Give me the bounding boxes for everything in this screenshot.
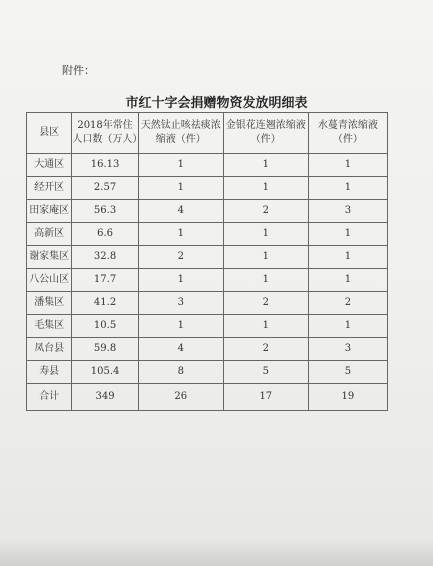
row-shuimanqing: 1: [308, 177, 387, 200]
header-county: 县区: [27, 113, 72, 154]
row-cough-syrup: 3: [138, 292, 223, 315]
table-row: [27, 269, 388, 292]
row-county: 田家庵区: [27, 200, 72, 223]
row-honeysuckle: 2: [223, 338, 308, 361]
row-population: 56.3: [72, 200, 138, 223]
row-population: 105.4: [72, 361, 138, 384]
row-shuimanqing: 3: [308, 200, 387, 223]
row-county: 寿县: [27, 361, 72, 384]
page-shadow: [0, 538, 433, 566]
row-honeysuckle: 1: [223, 223, 308, 246]
row-shuimanqing: 1: [308, 246, 387, 269]
table-row: [27, 315, 388, 338]
row-honeysuckle: 2: [223, 292, 308, 315]
row-honeysuckle: 1: [223, 246, 308, 269]
row-honeysuckle: 1: [223, 177, 308, 200]
row-shuimanqing: 5: [308, 361, 387, 384]
row-cough-syrup: 2: [138, 246, 223, 269]
row-shuimanqing: 1: [308, 315, 387, 338]
table-row: [27, 246, 388, 269]
total-honeysuckle: 17: [223, 384, 308, 411]
row-cough-syrup: 4: [138, 338, 223, 361]
row-cough-syrup: 1: [138, 177, 223, 200]
row-county: 八公山区: [27, 269, 72, 292]
row-county: 谢家集区: [27, 246, 72, 269]
row-cough-syrup: 1: [138, 315, 223, 338]
row-honeysuckle: 1: [223, 269, 308, 292]
total-shuimanqing: 19: [308, 384, 387, 411]
header-cough-syrup: 天然钛止咳祛痰浓缩液（件）: [138, 113, 223, 154]
row-population: 16.13: [72, 154, 138, 177]
row-cough-syrup: 8: [138, 361, 223, 384]
table-row: [27, 361, 388, 384]
table-row: [27, 200, 388, 223]
row-population: 10.5: [72, 315, 138, 338]
row-cough-syrup: 1: [138, 154, 223, 177]
row-cough-syrup: 1: [138, 269, 223, 292]
row-population: 2.57: [72, 177, 138, 200]
row-county: 经开区: [27, 177, 72, 200]
row-county: 高新区: [27, 223, 72, 246]
row-shuimanqing: 1: [308, 269, 387, 292]
row-cough-syrup: 4: [138, 200, 223, 223]
row-county: 毛集区: [27, 315, 72, 338]
header-honeysuckle: 金银花连翘浓缩液（件）: [223, 113, 308, 154]
row-county: 潘集区: [27, 292, 72, 315]
row-honeysuckle: 5: [223, 361, 308, 384]
document-title: 市红十字会捐赠物资发放明细表: [125, 96, 308, 111]
row-honeysuckle: 1: [223, 315, 308, 338]
table-row: [27, 177, 388, 200]
row-honeysuckle: 1: [223, 154, 308, 177]
row-shuimanqing: 3: [308, 338, 387, 361]
table-row: [27, 154, 388, 177]
distribution-table: [26, 112, 388, 411]
table-total-row: [27, 384, 388, 411]
table-row: [27, 223, 388, 246]
row-shuimanqing: 1: [308, 223, 387, 246]
table-row: [27, 292, 388, 315]
row-population: 41.2: [72, 292, 138, 315]
table-row: [27, 338, 388, 361]
header-shuimanqing: 水蔓青浓缩液（件）: [308, 113, 387, 154]
row-cough-syrup: 1: [138, 223, 223, 246]
row-shuimanqing: 2: [308, 292, 387, 315]
row-population: 32.8: [72, 246, 138, 269]
header-population: 2018年常住人口数（万人）: [72, 113, 138, 154]
row-honeysuckle: 2: [223, 200, 308, 223]
row-population: 59.8: [72, 338, 138, 361]
attachment-label: 附件：: [62, 64, 95, 77]
table-header-row: [27, 113, 388, 154]
row-shuimanqing: 1: [308, 154, 387, 177]
row-county: 凤台县: [27, 338, 72, 361]
total-cough-syrup: 26: [138, 384, 223, 411]
total-label: 合计: [27, 384, 72, 411]
row-county: 大通区: [27, 154, 72, 177]
row-population: 17.7: [72, 269, 138, 292]
row-population: 6.6: [72, 223, 138, 246]
total-population: 349: [72, 384, 138, 411]
